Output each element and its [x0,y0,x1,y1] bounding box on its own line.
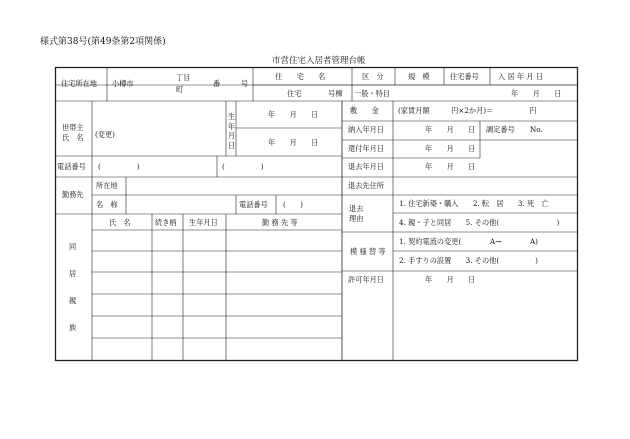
phone-box-1: ( ) [98,162,140,171]
address-chome: 丁目 [176,73,191,82]
head-date-placeholder-2: 年 月 日 [268,138,319,147]
house-suffix: 住宅 [287,89,302,98]
leave-reason-line1: 1. 住宅新築・購入 2. 転 居 3. 死 亡 [399,199,549,208]
permit-date-placeholder: 年 月 日 [425,275,476,284]
cohabitant-label-char-2: 居 [69,269,77,278]
housing-number-label: 住宅番号 [450,72,479,81]
form-number: 様式第38号(第49条第2項関係) [40,37,166,47]
remodel-line2: 2. 手すりの設置 3. その他( ) [399,256,538,265]
leave-date-placeholder: 年 月 日 [425,162,476,171]
housing-name-label: 住 宅 名 [275,72,326,81]
employer-location-label: 所在地 [96,181,118,190]
cohabitant-col-relation: 続き柄 [155,218,177,227]
head-label-line2: 氏 名 [62,133,84,142]
cohabitant-col-employer: 勤 務 先 等 [262,218,298,227]
building-suffix: 号棟 [328,89,343,98]
cohabitant-label-char-3: 親 [69,296,77,305]
remodel-label: 模 様 替 等 [350,247,386,256]
leave-address-label: 退去先住所 [348,181,384,190]
cohabitant-label-char-1: 同 [69,242,77,251]
refund-date-label: 還付年月日 [348,144,384,153]
move-in-date-placeholder: 年 月 日 [511,89,562,98]
head-date-placeholder-1: 年 月 日 [268,110,319,119]
employer-label: 勤務先 [62,190,84,199]
address-label: 住宅所在地 [61,79,97,88]
move-in-date-label: 入 居 年 月 日 [498,72,544,81]
refund-date-placeholder: 年 月 日 [425,144,476,153]
adjust-number: No. [530,125,543,134]
payment-date-placeholder: 年 月 日 [425,125,476,134]
leave-reason-label-line1: 退去 [349,204,364,213]
address-ban: 番 [213,79,221,88]
leave-reason-line2: 4. 親・子と同居 5. その他( ) [399,218,560,227]
leave-reason-label-line2: 理由 [349,214,364,223]
address-city: 小樽市 [112,79,134,88]
cohabitant-col-birth: 生年月日 [189,218,218,227]
scale-label: 規 模 [408,72,430,81]
adjust-label: 調定番号 [486,125,515,134]
cohabitant-label-char-4: 族 [69,323,77,332]
phone-box-2: ( ) [222,162,264,171]
head-label-line1: 世帯主 [62,123,84,132]
category-value: 一般・特目 [354,89,390,98]
cohabitant-col-name: 氏 名 [109,218,131,227]
address-machi: 町 [176,85,184,94]
permit-date-label: 許可年月日 [348,275,384,284]
phone-label: 電話番号 [57,162,86,171]
remodel-line1: 1. 契約電流の変更( A→ A) [399,237,538,246]
employer-phone-box: ( ) [283,200,303,209]
head-change-note: (変更) [95,130,115,139]
form-title: 市営住宅入居者管理台帳 [272,56,366,66]
address-go: 号 [241,79,249,88]
employer-name-label: 名 称 [96,200,118,209]
payment-date-label: 納入年月日 [348,125,384,134]
deposit-label: 敷 金 [350,106,379,115]
employer-phone-label: 電話番号 [239,200,268,209]
deposit-formula: (家賃月額 円×2か月)＝ 円 [398,106,537,115]
leave-date-label: 退去年月日 [348,162,384,171]
category-label: 区 分 [362,72,384,81]
birth-label: 生年月日 [227,112,236,150]
